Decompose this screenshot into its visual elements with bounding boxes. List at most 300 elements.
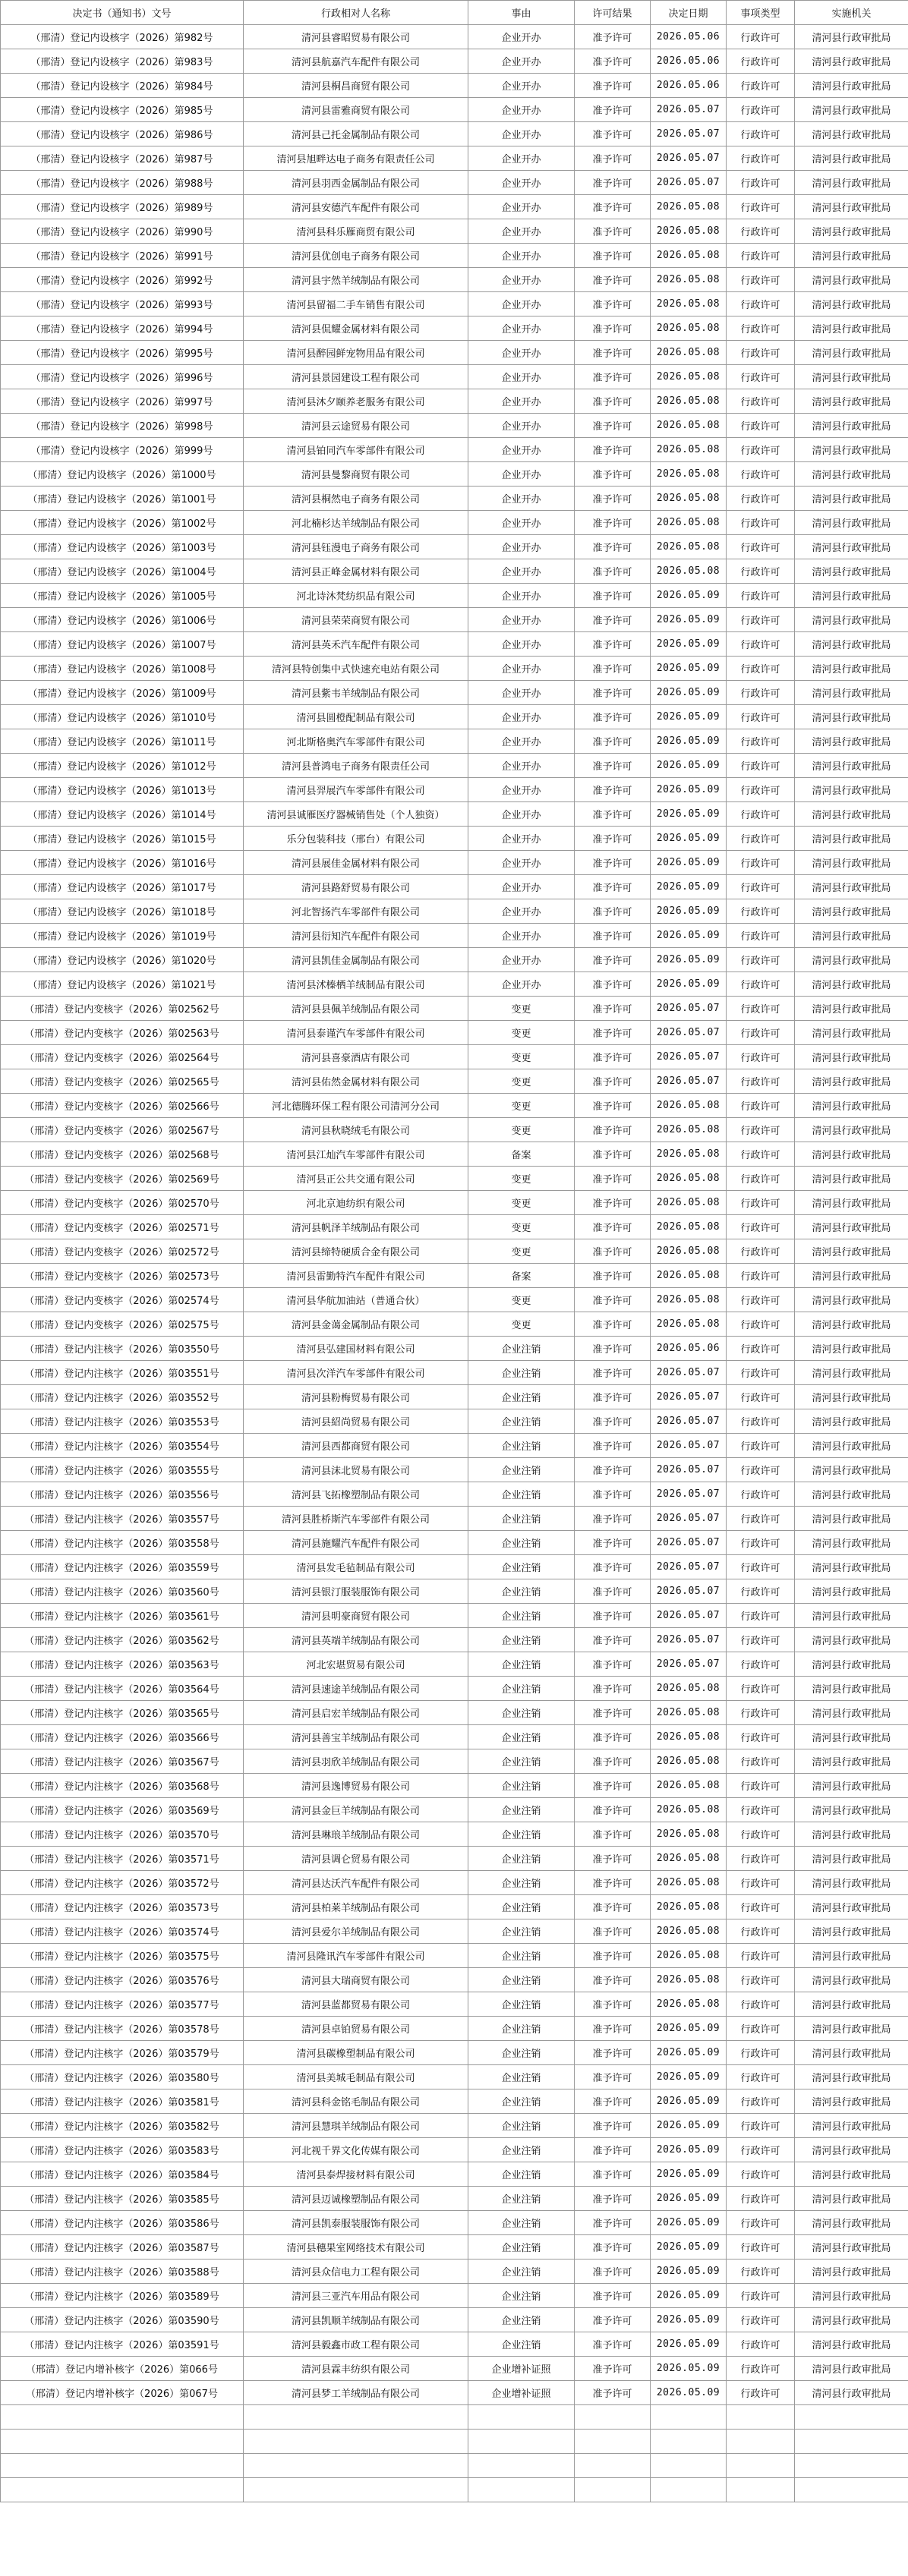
- authority-cell[interactable]: 清河县行政审批局: [795, 2017, 908, 2041]
- counterparty-name-cell[interactable]: 清河县善宝羊绒制品有限公司: [244, 1725, 468, 1749]
- counterparty-name-cell[interactable]: 清河县桐昌商贸有限公司: [244, 74, 468, 98]
- result-cell[interactable]: 准予许可: [575, 1312, 651, 1337]
- reason-cell[interactable]: 企业注销: [468, 1458, 575, 1482]
- reason-cell[interactable]: 企业注销: [468, 2332, 575, 2357]
- authority-cell[interactable]: 清河县行政审批局: [795, 1069, 908, 1094]
- reason-cell[interactable]: 企业开办: [468, 292, 575, 316]
- item-type-cell[interactable]: 行政许可: [727, 1968, 795, 1992]
- counterparty-name-cell[interactable]: 清河县爱尔羊绒制品有限公司: [244, 1919, 468, 1944]
- result-cell[interactable]: 准予许可: [575, 899, 651, 924]
- decision-number-cell[interactable]: （邢清）登记内注核字（2026）第03572号: [1, 1871, 244, 1895]
- result-cell[interactable]: 准予许可: [575, 1021, 651, 1045]
- counterparty-name-cell[interactable]: 清河县醉园鲜宠物用品有限公司: [244, 341, 468, 365]
- reason-cell[interactable]: 企业开办: [468, 584, 575, 608]
- decision-date-cell[interactable]: 2026.05.09: [651, 2308, 727, 2332]
- authority-cell[interactable]: 清河县行政审批局: [795, 1992, 908, 2017]
- empty-cell[interactable]: [244, 2454, 468, 2478]
- counterparty-name-cell[interactable]: 清河县速途羊绒制品有限公司: [244, 1677, 468, 1701]
- item-type-cell[interactable]: 行政许可: [727, 25, 795, 49]
- counterparty-name-cell[interactable]: 清河县秋晓绒毛有限公司: [244, 1118, 468, 1142]
- counterparty-name-cell[interactable]: 清河县粉梅贸易有限公司: [244, 1385, 468, 1409]
- decision-date-cell[interactable]: 2026.05.09: [651, 632, 727, 657]
- reason-cell[interactable]: 企业注销: [468, 1652, 575, 1677]
- decision-date-cell[interactable]: 2026.05.08: [651, 1264, 727, 1288]
- authority-cell[interactable]: 清河县行政审批局: [795, 1409, 908, 1434]
- result-cell[interactable]: 准予许可: [575, 171, 651, 195]
- counterparty-name-cell[interactable]: 清河县毅鑫市政工程有限公司: [244, 2332, 468, 2357]
- decision-date-cell[interactable]: 2026.05.09: [651, 2357, 727, 2381]
- result-cell[interactable]: 准予许可: [575, 608, 651, 632]
- reason-cell[interactable]: 企业注销: [468, 1968, 575, 1992]
- reason-cell[interactable]: 企业开办: [468, 122, 575, 146]
- authority-cell[interactable]: 清河县行政审批局: [795, 899, 908, 924]
- authority-cell[interactable]: 清河县行政审批局: [795, 389, 908, 414]
- decision-date-cell[interactable]: 2026.05.08: [651, 316, 727, 341]
- result-cell[interactable]: 准予许可: [575, 74, 651, 98]
- reason-cell[interactable]: 企业注销: [468, 2089, 575, 2114]
- empty-cell[interactable]: [468, 2405, 575, 2430]
- counterparty-name-cell[interactable]: 清河县蓝都贸易有限公司: [244, 1992, 468, 2017]
- decision-date-cell[interactable]: 2026.05.07: [651, 1021, 727, 1045]
- reason-cell[interactable]: 企业注销: [468, 1409, 575, 1434]
- decision-number-cell[interactable]: （邢清）登记内设核字（2026）第1001号: [1, 487, 244, 511]
- item-type-cell[interactable]: 行政许可: [727, 2089, 795, 2114]
- authority-cell[interactable]: 清河县行政审批局: [795, 875, 908, 899]
- item-type-cell[interactable]: 行政许可: [727, 1361, 795, 1385]
- reason-cell[interactable]: 企业开办: [468, 511, 575, 535]
- authority-cell[interactable]: 清河县行政审批局: [795, 1919, 908, 1944]
- authority-cell[interactable]: 清河县行政审批局: [795, 2211, 908, 2235]
- decision-number-cell[interactable]: （邢清）登记内注核字（2026）第03556号: [1, 1482, 244, 1507]
- authority-cell[interactable]: 清河县行政审批局: [795, 1604, 908, 1628]
- decision-date-cell[interactable]: 2026.05.08: [651, 1871, 727, 1895]
- counterparty-name-cell[interactable]: 清河县特创集中式快速充电站有限公司: [244, 657, 468, 681]
- item-type-cell[interactable]: 行政许可: [727, 268, 795, 292]
- decision-number-cell[interactable]: （邢清）登记内设核字（2026）第988号: [1, 171, 244, 195]
- decision-number-cell[interactable]: （邢清）登记内注核字（2026）第03560号: [1, 1579, 244, 1604]
- authority-cell[interactable]: 清河县行政审批局: [795, 827, 908, 851]
- decision-date-cell[interactable]: 2026.05.08: [651, 1118, 727, 1142]
- reason-cell[interactable]: 企业注销: [468, 2017, 575, 2041]
- item-type-cell[interactable]: 行政许可: [727, 1822, 795, 1847]
- reason-cell[interactable]: 企业注销: [468, 1701, 575, 1725]
- counterparty-name-cell[interactable]: 清河县碳橡塑制品有限公司: [244, 2041, 468, 2065]
- counterparty-name-cell[interactable]: 清河县银汀服装服饰有限公司: [244, 1579, 468, 1604]
- result-cell[interactable]: 准予许可: [575, 1142, 651, 1167]
- authority-cell[interactable]: 清河县行政审批局: [795, 1021, 908, 1045]
- item-type-cell[interactable]: 行政许可: [727, 292, 795, 316]
- authority-cell[interactable]: 清河县行政审批局: [795, 1167, 908, 1191]
- authority-cell[interactable]: 清河县行政审批局: [795, 74, 908, 98]
- decision-number-cell[interactable]: （邢清）登记内注核字（2026）第03583号: [1, 2138, 244, 2162]
- decision-number-cell[interactable]: （邢清）登记内设核字（2026）第1002号: [1, 511, 244, 535]
- result-cell[interactable]: 准予许可: [575, 2065, 651, 2089]
- decision-date-cell[interactable]: 2026.05.08: [651, 1312, 727, 1337]
- empty-cell[interactable]: [727, 2405, 795, 2430]
- counterparty-name-cell[interactable]: 清河县金巨羊绒制品有限公司: [244, 1798, 468, 1822]
- counterparty-name-cell[interactable]: 河北德腾环保工程有限公司清河分公司: [244, 1094, 468, 1118]
- item-type-cell[interactable]: 行政许可: [727, 341, 795, 365]
- result-cell[interactable]: 准予许可: [575, 1434, 651, 1458]
- item-type-cell[interactable]: 行政许可: [727, 1191, 795, 1215]
- item-type-cell[interactable]: 行政许可: [727, 316, 795, 341]
- authority-cell[interactable]: 清河县行政审批局: [795, 1968, 908, 1992]
- item-type-cell[interactable]: 行政许可: [727, 2332, 795, 2357]
- item-type-cell[interactable]: 行政许可: [727, 74, 795, 98]
- decision-number-cell[interactable]: （邢清）登记内注核字（2026）第03565号: [1, 1701, 244, 1725]
- decision-date-cell[interactable]: 2026.05.09: [651, 2041, 727, 2065]
- reason-cell[interactable]: 企业开办: [468, 875, 575, 899]
- decision-date-cell[interactable]: 2026.05.07: [651, 1458, 727, 1482]
- reason-cell[interactable]: 企业注销: [468, 1749, 575, 1774]
- reason-cell[interactable]: 企业开办: [468, 462, 575, 487]
- result-cell[interactable]: 准予许可: [575, 802, 651, 827]
- result-cell[interactable]: 准予许可: [575, 1409, 651, 1434]
- decision-number-cell[interactable]: （邢清）登记内设核字（2026）第982号: [1, 25, 244, 49]
- authority-cell[interactable]: 清河县行政审批局: [795, 1361, 908, 1385]
- counterparty-name-cell[interactable]: 清河县沐夕颐养老服务有限公司: [244, 389, 468, 414]
- counterparty-name-cell[interactable]: 清河县凯佳金属制品有限公司: [244, 948, 468, 972]
- reason-cell[interactable]: 企业注销: [468, 1822, 575, 1847]
- counterparty-name-cell[interactable]: 乐分包装科技（邢台）有限公司: [244, 827, 468, 851]
- decision-date-cell[interactable]: 2026.05.07: [651, 1604, 727, 1628]
- item-type-cell[interactable]: 行政许可: [727, 705, 795, 729]
- authority-cell[interactable]: 清河县行政审批局: [795, 2308, 908, 2332]
- decision-date-cell[interactable]: 2026.05.08: [651, 292, 727, 316]
- authority-cell[interactable]: 清河县行政审批局: [795, 559, 908, 584]
- reason-cell[interactable]: 企业注销: [468, 1579, 575, 1604]
- reason-cell[interactable]: 企业开办: [468, 899, 575, 924]
- counterparty-name-cell[interactable]: 清河县佑然金属材料有限公司: [244, 1069, 468, 1094]
- reason-cell[interactable]: 企业开办: [468, 341, 575, 365]
- counterparty-name-cell[interactable]: 清河县雷勤特汽车配件有限公司: [244, 1264, 468, 1288]
- item-type-cell[interactable]: 行政许可: [727, 2211, 795, 2235]
- reason-cell[interactable]: 企业注销: [468, 1798, 575, 1822]
- decision-number-cell[interactable]: （邢清）登记内注核字（2026）第03589号: [1, 2284, 244, 2308]
- decision-date-cell[interactable]: 2026.05.08: [651, 1749, 727, 1774]
- item-type-cell[interactable]: 行政许可: [727, 1677, 795, 1701]
- counterparty-name-cell[interactable]: 清河县卓铂贸易有限公司: [244, 2017, 468, 2041]
- decision-date-cell[interactable]: 2026.05.08: [651, 1774, 727, 1798]
- result-cell[interactable]: 准予许可: [575, 1822, 651, 1847]
- result-cell[interactable]: 准予许可: [575, 1579, 651, 1604]
- result-cell[interactable]: 准予许可: [575, 1652, 651, 1677]
- decision-date-cell[interactable]: 2026.05.08: [651, 462, 727, 487]
- counterparty-name-cell[interactable]: 清河县弘建国材料有限公司: [244, 1337, 468, 1361]
- result-cell[interactable]: 准予许可: [575, 268, 651, 292]
- counterparty-name-cell[interactable]: 清河县景园建设工程有限公司: [244, 365, 468, 389]
- authority-cell[interactable]: 清河县行政审批局: [795, 2187, 908, 2211]
- authority-cell[interactable]: 清河县行政审批局: [795, 1288, 908, 1312]
- reason-cell[interactable]: 企业注销: [468, 1604, 575, 1628]
- decision-date-cell[interactable]: 2026.05.09: [651, 2138, 727, 2162]
- empty-cell[interactable]: [795, 2454, 908, 2478]
- authority-cell[interactable]: 清河县行政审批局: [795, 1749, 908, 1774]
- reason-cell[interactable]: 企业开办: [468, 827, 575, 851]
- counterparty-name-cell[interactable]: 河北宏堪贸易有限公司: [244, 1652, 468, 1677]
- item-type-cell[interactable]: 行政许可: [727, 2357, 795, 2381]
- item-type-cell[interactable]: 行政许可: [727, 632, 795, 657]
- decision-date-cell[interactable]: 2026.05.08: [651, 1167, 727, 1191]
- result-cell[interactable]: 准予许可: [575, 438, 651, 462]
- decision-number-cell[interactable]: （邢清）登记内注核字（2026）第03554号: [1, 1434, 244, 1458]
- counterparty-name-cell[interactable]: 清河县三亚汽车用品有限公司: [244, 2284, 468, 2308]
- authority-cell[interactable]: 清河县行政审批局: [795, 2162, 908, 2187]
- decision-number-cell[interactable]: （邢清）登记内设核字（2026）第1011号: [1, 729, 244, 754]
- counterparty-name-cell[interactable]: 清河县逸博贸易有限公司: [244, 1774, 468, 1798]
- result-cell[interactable]: 准予许可: [575, 1992, 651, 2017]
- authority-cell[interactable]: 清河县行政审批局: [795, 1118, 908, 1142]
- item-type-cell[interactable]: 行政许可: [727, 1701, 795, 1725]
- empty-cell[interactable]: [575, 2478, 651, 2502]
- counterparty-name-cell[interactable]: 清河县西都商贸有限公司: [244, 1434, 468, 1458]
- counterparty-name-cell[interactable]: 清河县诚雁医疗器械销售处（个人独资）: [244, 802, 468, 827]
- decision-number-cell[interactable]: （邢清）登记内设核字（2026）第1013号: [1, 778, 244, 802]
- result-cell[interactable]: 准予许可: [575, 1215, 651, 1239]
- header-cell[interactable]: 决定书（通知书）文号: [1, 1, 244, 25]
- authority-cell[interactable]: 清河县行政审批局: [795, 171, 908, 195]
- decision-number-cell[interactable]: （邢清）登记内注核字（2026）第03574号: [1, 1919, 244, 1944]
- counterparty-name-cell[interactable]: 清河县凯泰服装服饰有限公司: [244, 2211, 468, 2235]
- decision-number-cell[interactable]: （邢清）登记内设核字（2026）第1003号: [1, 535, 244, 559]
- decision-date-cell[interactable]: 2026.05.09: [651, 705, 727, 729]
- reason-cell[interactable]: 变更: [468, 1288, 575, 1312]
- reason-cell[interactable]: 企业注销: [468, 1385, 575, 1409]
- decision-number-cell[interactable]: （邢清）登记内注核字（2026）第03585号: [1, 2187, 244, 2211]
- decision-number-cell[interactable]: （邢清）登记内设核字（2026）第983号: [1, 49, 244, 74]
- counterparty-name-cell[interactable]: 清河县飞拓橡塑制品有限公司: [244, 1482, 468, 1507]
- authority-cell[interactable]: 清河县行政审批局: [795, 1239, 908, 1264]
- item-type-cell[interactable]: 行政许可: [727, 1725, 795, 1749]
- result-cell[interactable]: 准予许可: [575, 997, 651, 1021]
- result-cell[interactable]: 准予许可: [575, 1628, 651, 1652]
- decision-date-cell[interactable]: 2026.05.08: [651, 1944, 727, 1968]
- decision-date-cell[interactable]: 2026.05.08: [651, 1822, 727, 1847]
- authority-cell[interactable]: 清河县行政审批局: [795, 1652, 908, 1677]
- result-cell[interactable]: 准予许可: [575, 584, 651, 608]
- decision-number-cell[interactable]: （邢清）登记内设核字（2026）第1019号: [1, 924, 244, 948]
- result-cell[interactable]: 准予许可: [575, 219, 651, 244]
- decision-date-cell[interactable]: 2026.05.06: [651, 25, 727, 49]
- reason-cell[interactable]: 企业注销: [468, 1992, 575, 2017]
- decision-date-cell[interactable]: 2026.05.08: [651, 1968, 727, 1992]
- authority-cell[interactable]: 清河县行政审批局: [795, 2041, 908, 2065]
- empty-cell[interactable]: [795, 2430, 908, 2454]
- decision-number-cell[interactable]: （邢清）登记内注核字（2026）第03577号: [1, 1992, 244, 2017]
- reason-cell[interactable]: 企业开办: [468, 559, 575, 584]
- authority-cell[interactable]: 清河县行政审批局: [795, 1895, 908, 1919]
- item-type-cell[interactable]: 行政许可: [727, 1288, 795, 1312]
- decision-number-cell[interactable]: （邢清）登记内注核字（2026）第03567号: [1, 1749, 244, 1774]
- result-cell[interactable]: 准予许可: [575, 1944, 651, 1968]
- decision-number-cell[interactable]: （邢清）登记内注核字（2026）第03558号: [1, 1531, 244, 1555]
- item-type-cell[interactable]: 行政许可: [727, 219, 795, 244]
- decision-number-cell[interactable]: （邢清）登记内注核字（2026）第03571号: [1, 1847, 244, 1871]
- result-cell[interactable]: 准予许可: [575, 2017, 651, 2041]
- reason-cell[interactable]: 企业开办: [468, 657, 575, 681]
- authority-cell[interactable]: 清河县行政审批局: [795, 1701, 908, 1725]
- counterparty-name-cell[interactable]: 清河县胜桥斯汽车零部件有限公司: [244, 1507, 468, 1531]
- decision-date-cell[interactable]: 2026.05.09: [651, 608, 727, 632]
- decision-number-cell[interactable]: （邢清）登记内设核字（2026）第1008号: [1, 657, 244, 681]
- item-type-cell[interactable]: 行政许可: [727, 195, 795, 219]
- result-cell[interactable]: 准予许可: [575, 1507, 651, 1531]
- empty-cell[interactable]: [651, 2405, 727, 2430]
- decision-date-cell[interactable]: 2026.05.07: [651, 1361, 727, 1385]
- decision-number-cell[interactable]: （邢清）登记内变核字（2026）第02574号: [1, 1288, 244, 1312]
- result-cell[interactable]: 准予许可: [575, 1288, 651, 1312]
- reason-cell[interactable]: 企业开办: [468, 49, 575, 74]
- item-type-cell[interactable]: 行政许可: [727, 389, 795, 414]
- reason-cell[interactable]: 企业注销: [468, 2114, 575, 2138]
- result-cell[interactable]: 准予许可: [575, 1118, 651, 1142]
- counterparty-name-cell[interactable]: 清河县留福二手车销售有限公司: [244, 292, 468, 316]
- reason-cell[interactable]: 企业开办: [468, 608, 575, 632]
- decision-number-cell[interactable]: （邢清）登记内设核字（2026）第1010号: [1, 705, 244, 729]
- decision-number-cell[interactable]: （邢清）登记内增补核字（2026）第067号: [1, 2381, 244, 2405]
- authority-cell[interactable]: 清河县行政审批局: [795, 49, 908, 74]
- decision-number-cell[interactable]: （邢清）登记内注核字（2026）第03580号: [1, 2065, 244, 2089]
- item-type-cell[interactable]: 行政许可: [727, 146, 795, 171]
- counterparty-name-cell[interactable]: 清河县江灿汽车零部件有限公司: [244, 1142, 468, 1167]
- empty-cell[interactable]: [468, 2454, 575, 2478]
- decision-date-cell[interactable]: 2026.05.09: [651, 2211, 727, 2235]
- reason-cell[interactable]: 企业开办: [468, 487, 575, 511]
- reason-cell[interactable]: 企业注销: [468, 1677, 575, 1701]
- decision-date-cell[interactable]: 2026.05.08: [651, 511, 727, 535]
- authority-cell[interactable]: 清河县行政审批局: [795, 25, 908, 49]
- result-cell[interactable]: 准予许可: [575, 2089, 651, 2114]
- item-type-cell[interactable]: 行政许可: [727, 802, 795, 827]
- reason-cell[interactable]: 企业开办: [468, 705, 575, 729]
- counterparty-name-cell[interactable]: 清河县铂同汽车零部件有限公司: [244, 438, 468, 462]
- decision-date-cell[interactable]: 2026.05.08: [651, 365, 727, 389]
- item-type-cell[interactable]: 行政许可: [727, 2114, 795, 2138]
- reason-cell[interactable]: 企业开办: [468, 98, 575, 122]
- decision-date-cell[interactable]: 2026.05.08: [651, 1919, 727, 1944]
- item-type-cell[interactable]: 行政许可: [727, 1555, 795, 1579]
- reason-cell[interactable]: 企业注销: [468, 2308, 575, 2332]
- item-type-cell[interactable]: 行政许可: [727, 1094, 795, 1118]
- reason-cell[interactable]: 企业开办: [468, 681, 575, 705]
- authority-cell[interactable]: 清河县行政审批局: [795, 2114, 908, 2138]
- decision-number-cell[interactable]: （邢清）登记内设核字（2026）第1006号: [1, 608, 244, 632]
- counterparty-name-cell[interactable]: 清河县衍知汽车配件有限公司: [244, 924, 468, 948]
- reason-cell[interactable]: 企业注销: [468, 2162, 575, 2187]
- item-type-cell[interactable]: 行政许可: [727, 1919, 795, 1944]
- result-cell[interactable]: 准予许可: [575, 365, 651, 389]
- item-type-cell[interactable]: 行政许可: [727, 1167, 795, 1191]
- authority-cell[interactable]: 清河县行政审批局: [795, 268, 908, 292]
- counterparty-name-cell[interactable]: 清河县侃耀金属材料有限公司: [244, 316, 468, 341]
- decision-number-cell[interactable]: （邢清）登记内设核字（2026）第996号: [1, 365, 244, 389]
- decision-number-cell[interactable]: （邢清）登记内变核字（2026）第02567号: [1, 1118, 244, 1142]
- counterparty-name-cell[interactable]: 清河县沭榛栖羊绒制品有限公司: [244, 972, 468, 997]
- authority-cell[interactable]: 清河县行政审批局: [795, 851, 908, 875]
- counterparty-name-cell[interactable]: 清河县缔特硬质合金有限公司: [244, 1239, 468, 1264]
- result-cell[interactable]: 准予许可: [575, 1871, 651, 1895]
- decision-number-cell[interactable]: （邢清）登记内注核字（2026）第03576号: [1, 1968, 244, 1992]
- result-cell[interactable]: 准予许可: [575, 632, 651, 657]
- decision-number-cell[interactable]: （邢清）登记内设核字（2026）第999号: [1, 438, 244, 462]
- reason-cell[interactable]: 企业注销: [468, 1531, 575, 1555]
- authority-cell[interactable]: 清河县行政审批局: [795, 414, 908, 438]
- item-type-cell[interactable]: 行政许可: [727, 754, 795, 778]
- reason-cell[interactable]: 变更: [468, 1167, 575, 1191]
- result-cell[interactable]: 准予许可: [575, 2284, 651, 2308]
- empty-cell[interactable]: [244, 2478, 468, 2502]
- authority-cell[interactable]: 清河县行政审批局: [795, 1847, 908, 1871]
- result-cell[interactable]: 准予许可: [575, 292, 651, 316]
- result-cell[interactable]: 准予许可: [575, 1847, 651, 1871]
- authority-cell[interactable]: 清河县行政审批局: [795, 1191, 908, 1215]
- item-type-cell[interactable]: 行政许可: [727, 1895, 795, 1919]
- result-cell[interactable]: 准予许可: [575, 1895, 651, 1919]
- authority-cell[interactable]: 清河县行政审批局: [795, 535, 908, 559]
- result-cell[interactable]: 准予许可: [575, 146, 651, 171]
- reason-cell[interactable]: 企业注销: [468, 1847, 575, 1871]
- decision-date-cell[interactable]: 2026.05.07: [651, 1555, 727, 1579]
- counterparty-name-cell[interactable]: 清河县羿展汽车零部件有限公司: [244, 778, 468, 802]
- reason-cell[interactable]: 企业开办: [468, 924, 575, 948]
- authority-cell[interactable]: 清河县行政审批局: [795, 2381, 908, 2405]
- decision-number-cell[interactable]: （邢清）登记内注核字（2026）第03584号: [1, 2162, 244, 2187]
- authority-cell[interactable]: 清河县行政审批局: [795, 1822, 908, 1847]
- decision-number-cell[interactable]: （邢清）登记内设核字（2026）第992号: [1, 268, 244, 292]
- result-cell[interactable]: 准予许可: [575, 244, 651, 268]
- reason-cell[interactable]: 变更: [468, 1239, 575, 1264]
- authority-cell[interactable]: 清河县行政审批局: [795, 511, 908, 535]
- result-cell[interactable]: 准予许可: [575, 25, 651, 49]
- decision-date-cell[interactable]: 2026.05.09: [651, 681, 727, 705]
- result-cell[interactable]: 准予许可: [575, 1167, 651, 1191]
- item-type-cell[interactable]: 行政许可: [727, 1069, 795, 1094]
- counterparty-name-cell[interactable]: 清河县凯顺羊绒制品有限公司: [244, 2308, 468, 2332]
- decision-date-cell[interactable]: 2026.05.09: [651, 875, 727, 899]
- decision-date-cell[interactable]: 2026.05.08: [651, 414, 727, 438]
- counterparty-name-cell[interactable]: 清河县琳琅羊绒制品有限公司: [244, 1822, 468, 1847]
- counterparty-name-cell[interactable]: 清河县旭畔达电子商务有限责任公司: [244, 146, 468, 171]
- reason-cell[interactable]: 企业开办: [468, 948, 575, 972]
- item-type-cell[interactable]: 行政许可: [727, 997, 795, 1021]
- decision-date-cell[interactable]: 2026.05.09: [651, 899, 727, 924]
- counterparty-name-cell[interactable]: 清河县荣荣商贸有限公司: [244, 608, 468, 632]
- result-cell[interactable]: 准予许可: [575, 341, 651, 365]
- reason-cell[interactable]: 企业注销: [468, 2065, 575, 2089]
- authority-cell[interactable]: 清河县行政审批局: [795, 632, 908, 657]
- empty-cell[interactable]: [1, 2478, 244, 2502]
- decision-number-cell[interactable]: （邢清）登记内注核字（2026）第03562号: [1, 1628, 244, 1652]
- decision-number-cell[interactable]: （邢清）登记内设核字（2026）第987号: [1, 146, 244, 171]
- item-type-cell[interactable]: 行政许可: [727, 414, 795, 438]
- item-type-cell[interactable]: 行政许可: [727, 1531, 795, 1555]
- counterparty-name-cell[interactable]: 清河县正公共交通有限公司: [244, 1167, 468, 1191]
- result-cell[interactable]: 准予许可: [575, 1604, 651, 1628]
- counterparty-name-cell[interactable]: 清河县调仑贸易有限公司: [244, 1847, 468, 1871]
- empty-cell[interactable]: [244, 2430, 468, 2454]
- reason-cell[interactable]: 企业注销: [468, 1482, 575, 1507]
- reason-cell[interactable]: 变更: [468, 1191, 575, 1215]
- item-type-cell[interactable]: 行政许可: [727, 2138, 795, 2162]
- reason-cell[interactable]: 变更: [468, 1045, 575, 1069]
- decision-date-cell[interactable]: 2026.05.09: [651, 802, 727, 827]
- result-cell[interactable]: 准予许可: [575, 1749, 651, 1774]
- reason-cell[interactable]: 企业注销: [468, 1944, 575, 1968]
- authority-cell[interactable]: 清河县行政审批局: [795, 1434, 908, 1458]
- decision-date-cell[interactable]: 2026.05.06: [651, 74, 727, 98]
- item-type-cell[interactable]: 行政许可: [727, 1337, 795, 1361]
- result-cell[interactable]: 准予许可: [575, 1069, 651, 1094]
